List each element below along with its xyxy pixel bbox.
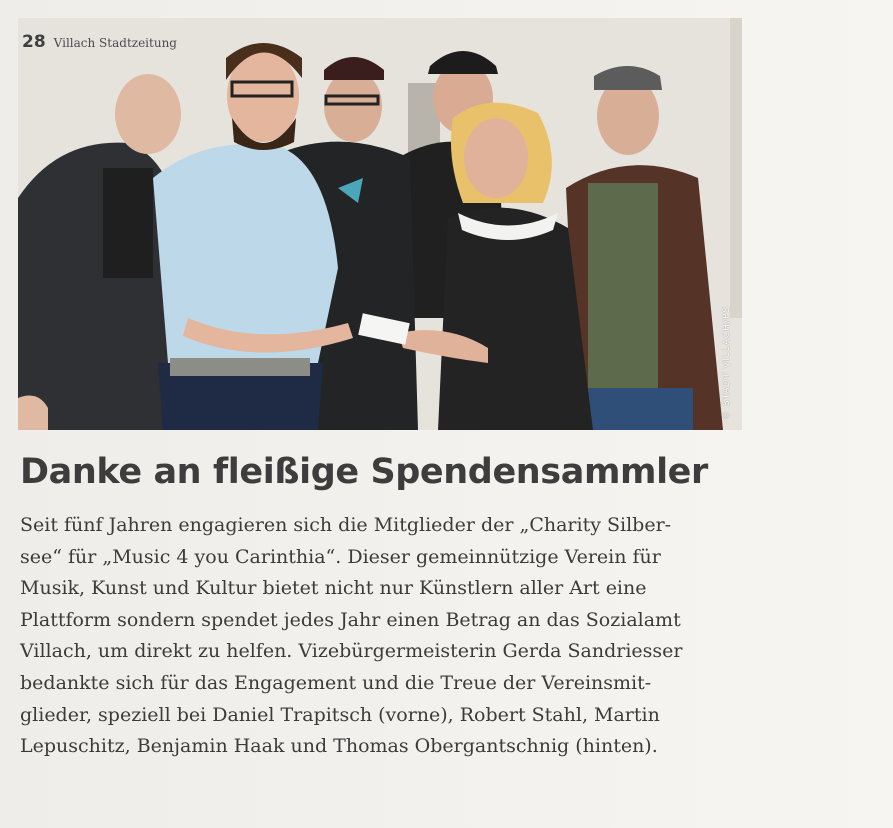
photo-credit: © STADT VILLACH/PS <box>722 305 732 420</box>
body-line: glieder, speziell bei Daniel Trapitsch (vorne), Robert Stahl, Martin <box>20 703 660 726</box>
body-line: Plattform sondern spendet jedes Jahr einen Betrag an das Sozialamt <box>20 608 681 631</box>
group-photo <box>18 18 742 430</box>
body-line: Seit fünf Jahren engagieren sich die Mitglieder der „Charity Silber- <box>20 514 672 536</box>
body-line: bedankte sich für das Engagement und die Treue der Vereinsmit- <box>20 671 652 694</box>
body-line: Lepuschitz, Benjamin Haak und Thomas Obergantschnig (hinten). <box>20 735 658 758</box>
body-line: Villach, um direkt zu helfen. Vizebürgermeisterin Gerda Sandriesser <box>20 640 683 663</box>
body-line: see“ für „Music 4 you Carinthia“. Dieser gemeinnützige Verein für <box>20 545 661 568</box>
publication-name: Villach Stadtzeitung <box>53 36 177 50</box>
group-photo-illustration <box>18 18 742 430</box>
article-body <box>20 510 780 763</box>
page-number: 28 <box>22 32 46 52</box>
article-headline: Danke an fleißige Spendensammler <box>20 452 708 492</box>
page-header <box>22 32 177 52</box>
body-line: Musik, Kunst und Kultur bietet nicht nur Künstlern aller Art eine <box>20 577 647 600</box>
